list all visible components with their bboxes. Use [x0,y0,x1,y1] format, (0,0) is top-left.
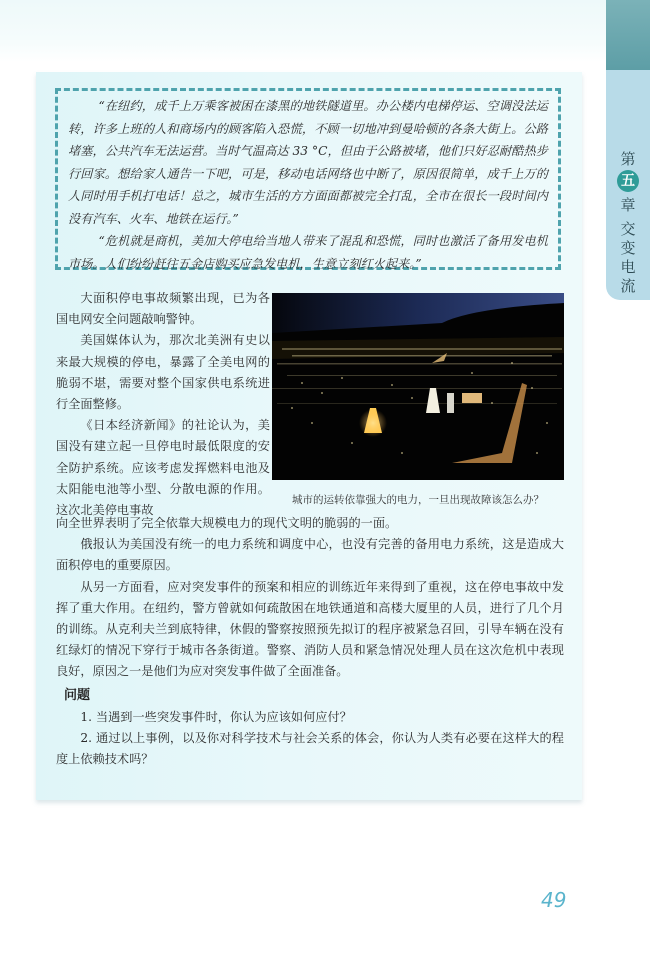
chapter-title [606,220,650,296]
city-night-photo [272,293,564,480]
quote-paragraph: “在纽约，成千上万乘客被困在漆黑的地铁隧道里。办公楼内电梯停运、空调没法运转，许多上班的人和商场内的顾客陷入恐慌，不顾一切地冲到曼哈顿的各条大街上。公路堵塞，公共汽车无法运营。当时气温高达 33 °C，但由于公路被堵，他们只好忍耐酷热步行回家。想给家人通告一下吧，可是，移动电话网络也中断了，原因很简单，成千上万的人同时用手机打电话！总之，城市生活的方方面面都被完全打乱，全市在很长一段时间内没有汽车、火车、地铁在运行。” [68,99,548,226]
chapter-title-char: 电 [620,258,636,276]
body-paragraph-continuation: 向全世界表明了完全依靠大规模电力的现代文明的脆弱的一面。 [56,516,398,530]
city-lights-image [272,293,564,480]
page-number: 49 [541,888,567,912]
chapter-prefix: 第 [620,150,636,168]
body-paragraph: 《日本经济新闻》的社论认为，美国没有建立起一旦停电时最低限度的安全防护系统。应该考虑发挥燃料电池及太阳能电池等小型、分散电源的作用。这次北美停电事故 [56,418,270,518]
chapter-title-char: 变 [620,239,636,257]
quote-box [55,88,561,270]
body-paragraph: 从另一方面看，应对突发事件的预案和相应的训练近年来得到了重视，这在停电事故中发挥了重大作用。在纽约，警方曾就如何疏散困在地铁通道和高楼大厦里的人员，进行了几个月的训练。从克利夫兰到底特律，休假的警察按照预先拟订的程序被紧急召回，引导车辆在没有红绿灯的情况下穿行于城市各条街道。警察、消防人员和紧急情况处理人员在这次危机中表现良好，原因之一是他们为应对突发事件做了全面准备。 [56,579,564,679]
left-text-column [56,288,270,521]
chapter-tab [606,70,650,300]
quote-paragraph: “危机就是商机，美加大停电给当地人带来了混乱和恐慌，同时也激活了备用发电机市场。人们纷纷赶往五金店购买应急发电机，生意立刻红火起来。” [68,234,548,271]
body-paragraph: 俄报认为美国没有统一的电力系统和调度中心，也没有完善的备用电力系统，这是造成大面积停电的重要原因。 [56,537,564,573]
reading-panel [36,72,582,800]
question-item: 1. 当遇到一些突发事件时，你认为应该如何应付？ [80,709,352,724]
chapter-title-char: 交 [620,220,636,238]
page-header-band [0,0,606,62]
chapter-tab-header [606,0,650,70]
chapter-number-badge: 五 [617,170,639,192]
body-paragraph: 大面积停电事故频繁出现，已为各国电网安全问题敲响警钟。 [56,291,270,327]
figure-caption: 城市的运转依靠强大的电力，一旦出现故障该怎么办？ [292,494,544,506]
body-paragraph: 美国媒体认为，那次北美洲有史以来最大规模的停电，暴露了全美电网的脆弱不堪，需要对整个国家供电系统进行全面整修。 [56,333,270,412]
questions-heading: 问题 [64,687,91,703]
question-item: 2. 通过以上事例，以及你对科学技术与社会关系的体会，你认为人类有必要在这样大的程度上依赖技术吗？ [56,730,564,767]
chapter-suffix: 章 [620,196,636,214]
full-text-column [56,513,564,770]
chapter-title-char: 流 [620,277,636,295]
